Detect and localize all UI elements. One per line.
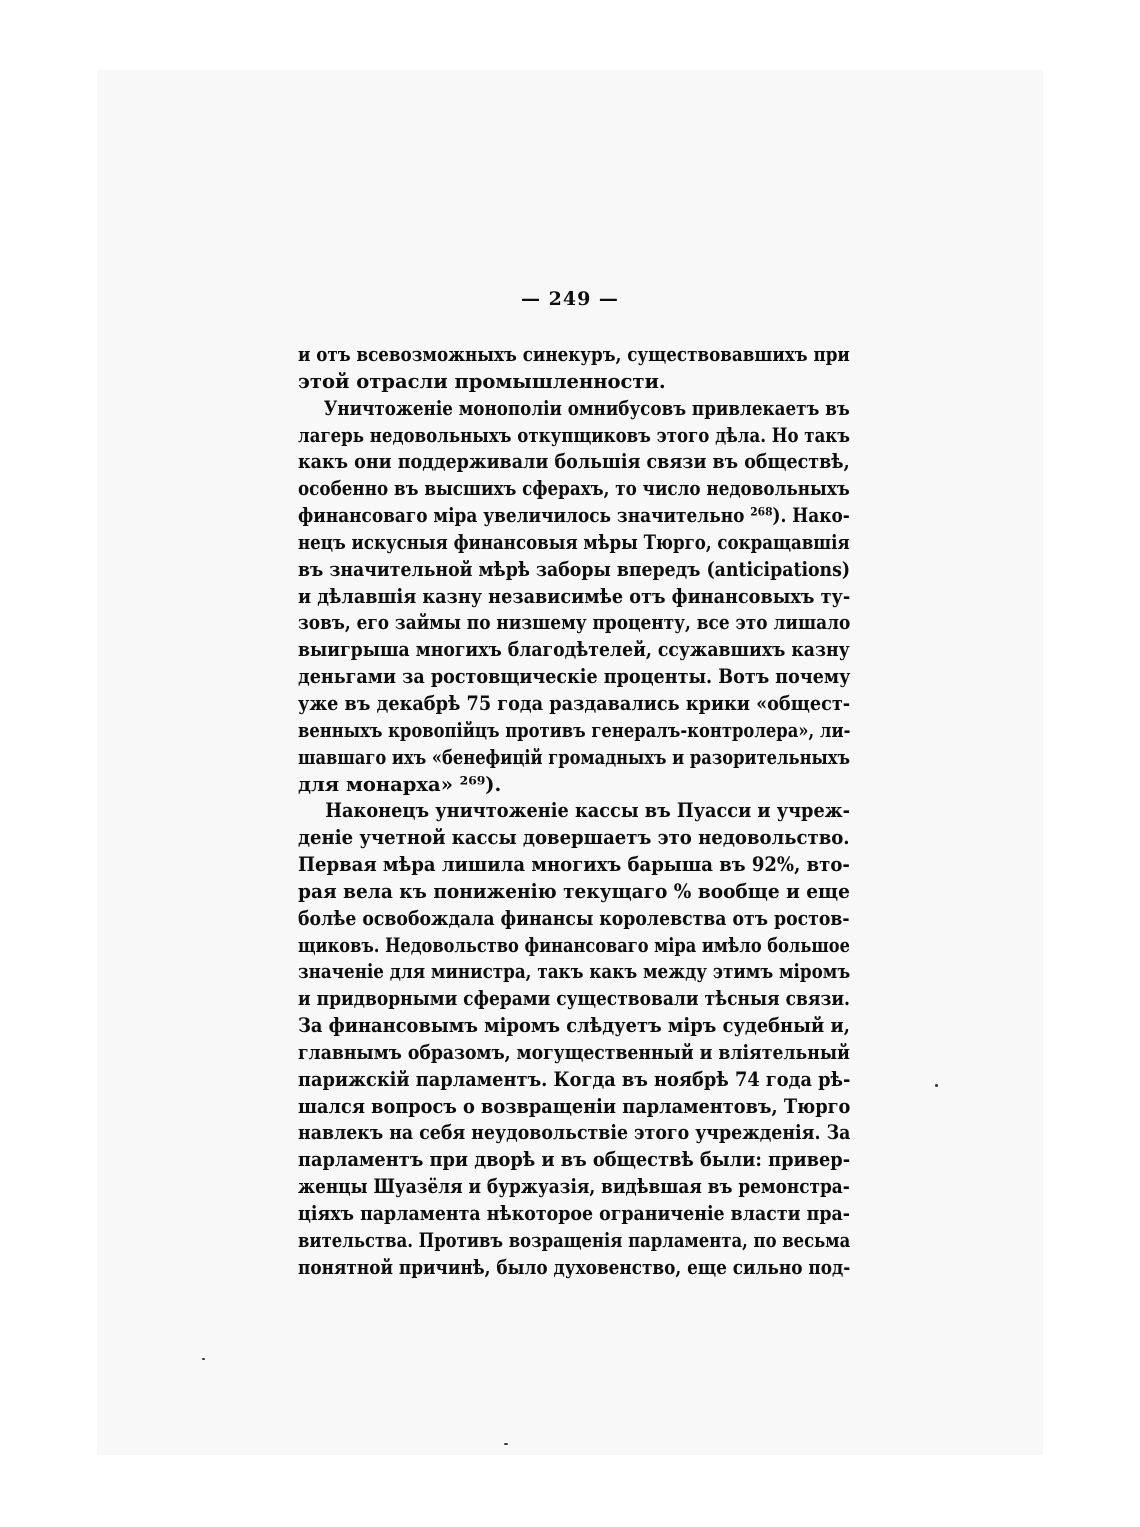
text-line: для монарха» ²⁶⁹).: [298, 772, 502, 796]
text-line: шался вопросъ о возвращеніи парламентовъ, Тюрго: [298, 1094, 851, 1118]
text-line: и дѣлавшія казну независимѣе отъ финансовыхъ ту-: [298, 584, 851, 608]
scan-speck: [935, 1084, 938, 1087]
text-line: парижскій парламентъ. Когда въ ноябрѣ 74 года рѣ-: [298, 1067, 851, 1091]
text-line: финансоваго міра увеличилось значительно ²⁶⁸). Нако-: [298, 504, 850, 528]
text-line: Уничтоженіе монополіи омнибусовъ привлекаетъ въ: [323, 396, 850, 420]
text-line: ціяхъ парламента нѣкоторое ограниченіе власти пра-: [298, 1202, 850, 1225]
text-line: рая вела къ пониженію текущаго % вообще и еще: [298, 879, 850, 903]
text-line: болѣе освобождала финансы королевства отъ ростов-: [298, 906, 850, 930]
text-line: особенно въ высшихъ сферахъ, то число недовольныхъ: [298, 477, 850, 501]
text-line: этой отрасли промышленности.: [298, 369, 666, 393]
text-line: нецъ искусныя финансовыя мѣры Тюрго, сокращавшія: [298, 530, 850, 554]
text-line: вительства. Противъ возращенія парламента, по весьма: [298, 1228, 851, 1252]
text-line: въ значительной мѣрѣ заборы впередъ (anticipations): [298, 557, 851, 581]
text-line: венныхъ кровопійцъ противъ генералъ-контролера», ли-: [298, 718, 851, 742]
text-line: Первая мѣра лишила многихъ барыша въ 92%, вто-: [298, 853, 850, 877]
page-number: — 249 —: [521, 288, 619, 310]
text-line: понятной причинѣ, было духовенство, еще сильно под-: [298, 1255, 851, 1279]
text-line: парламентъ при дворѣ и въ обществѣ были: привер-: [298, 1148, 851, 1172]
text-line: За финансовымъ міромъ слѣдуетъ міръ судебный и,: [298, 1014, 850, 1038]
text-line: щиковъ. Недовольство финансоваго міра имѣло большое: [298, 933, 850, 957]
text-line: значеніе для министра, такъ какъ между этимъ міромъ: [298, 960, 851, 984]
text-line: навлекъ на себя неудовольствіе этого учрежденія. За: [298, 1121, 851, 1145]
text-line: женцы Шуазёля и буржуазія, видѣвшая въ ремонстра-: [298, 1175, 850, 1199]
text-line: выигрыша многихъ благодѣтелей, ссужавшихъ казну: [298, 638, 850, 662]
text-line: уже въ декабрѣ 75 года раздавались крики «общест-: [298, 691, 851, 715]
text-line: главнымъ образомъ, могущественный и вліятельный: [298, 1040, 850, 1064]
text-line: зовъ, его займы по низшему проценту, все это лишало: [298, 611, 851, 635]
text-line: и придворными сферами существовали тѣсныя связи.: [298, 987, 850, 1011]
text-line: шавшаго ихъ «бенефицій громадныхъ и разорительныхъ: [298, 745, 851, 769]
body-text: [298, 342, 850, 1282]
text-line: какъ они поддерживали большія связи въ обществѣ,: [298, 450, 850, 474]
text-line: и отъ всевозможныхъ синекуръ, существовавшихъ при: [298, 343, 850, 366]
scan-speck: [504, 1443, 508, 1445]
text-line: деньгами за ростовщическіе проценты. Вотъ почему: [298, 665, 851, 689]
text-line: Наконецъ уничтоженіе кассы въ Пуасси и учреж-: [325, 799, 851, 823]
scan-speck: [202, 1358, 205, 1360]
text-line: лагерь недовольныхъ откупщиковъ этого дѣла. Но такъ: [298, 423, 851, 447]
text-line: деніе учетной кассы довершаетъ это недовольство.: [298, 826, 850, 850]
